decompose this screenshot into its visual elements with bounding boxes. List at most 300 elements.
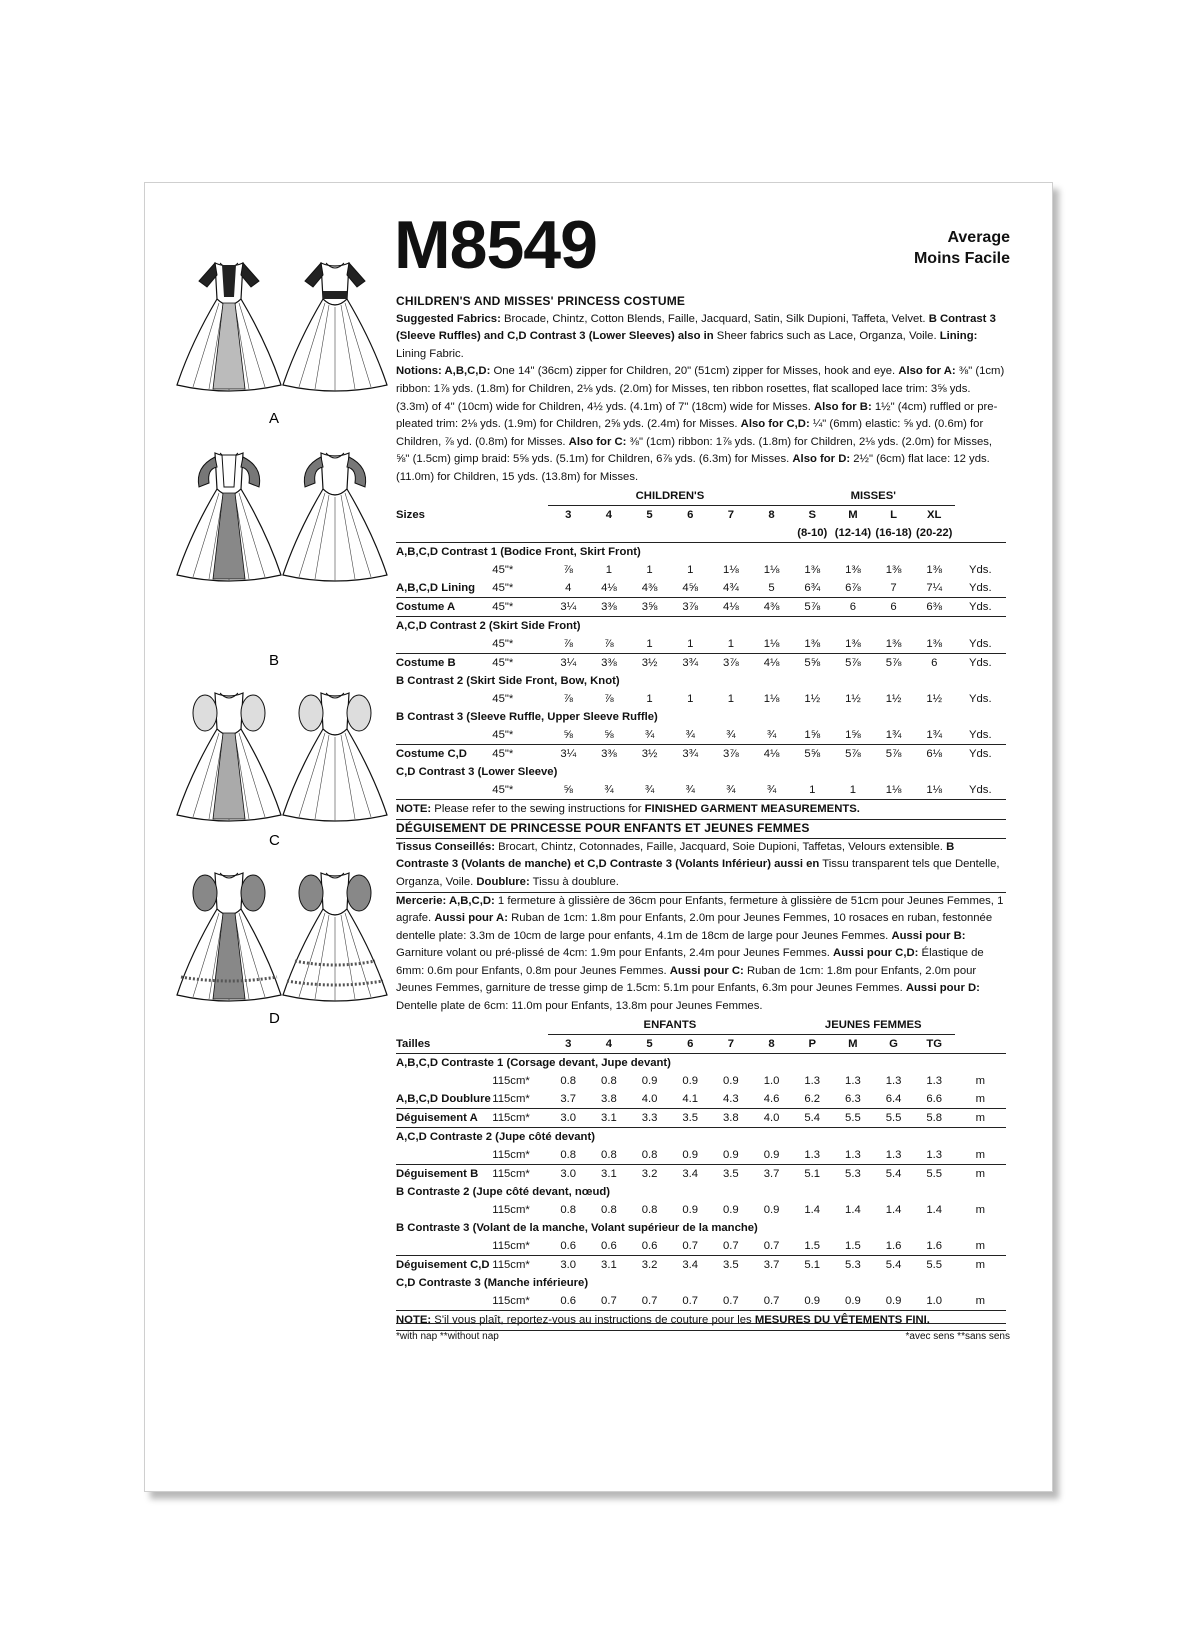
fr-notions-cd-text: Élastique de 6mm: 0.6m pour Enfants, 0.8m pour Jeunes Femmes. [396, 947, 984, 977]
yardage-value: ⅞ [563, 692, 573, 705]
yardage-value: 1.0 [763, 1074, 780, 1087]
fabric-width: 45"* [492, 726, 548, 745]
fabric-width: 115cm* [492, 1167, 530, 1180]
blank-cell [629, 524, 670, 543]
yardage-value: 4.3 [711, 1090, 752, 1109]
unit-label: Yds. [968, 656, 992, 669]
unit-label: m [975, 1203, 985, 1216]
difficulty-english: Average [947, 229, 1010, 246]
yardage-value: 1.4 [926, 1203, 943, 1216]
unit-label: m [975, 1258, 985, 1271]
yardage-value: 4 [548, 579, 589, 598]
blank-cell [711, 524, 752, 543]
note-text: Please refer to the sewing instructions for [431, 802, 645, 815]
yardage-row [396, 542, 1006, 561]
yardage-value: 1⅛ [763, 563, 780, 576]
yardage-value: 0.7 [641, 1294, 658, 1307]
fabric-width: 45"* [492, 563, 514, 576]
yardage-value: 3¼ [560, 656, 577, 669]
yardage-value: 7 [873, 579, 914, 598]
unit-label: Yds. [968, 692, 992, 705]
yardage-value: 4⅛ [589, 579, 630, 598]
yardage-value: 3¼ [560, 747, 577, 760]
yardage-value: 4.6 [751, 1090, 792, 1109]
yardage-value: 3.8 [711, 1108, 752, 1127]
yardage-value: 1.3 [845, 1074, 861, 1087]
yardage-value: 3⅝ [629, 597, 670, 616]
yardage-value: 1⅜ [873, 635, 914, 654]
fabric-width: 115cm* [492, 1146, 548, 1165]
yardage-row [396, 597, 1006, 616]
view-d-back [283, 873, 387, 1001]
fr-notions-c-label: Aussi pour C: [669, 964, 744, 977]
size-m: M [848, 508, 858, 521]
yardage-value: 4¾ [711, 579, 752, 598]
row-label: A,C,D Contraste 2 (Jupe côté devant) [396, 1130, 595, 1143]
unit-label: m [955, 1090, 1006, 1109]
blank-cell [955, 1035, 1006, 1054]
size-3: 3 [548, 1035, 589, 1054]
fabric-width: 115cm* [492, 1074, 530, 1087]
fr-fabrics-text: Brocart, Chintz, Cotonnades, Faille, Jacquard, Soie Dupioni, Taffetas, Velours extensible. [495, 840, 947, 853]
row-label: Déguisement B [396, 1167, 479, 1180]
yardage-row [396, 1219, 1006, 1237]
notions-cd-label: Also for C,D: [740, 418, 810, 431]
yardage-value: 3.7 [763, 1167, 780, 1180]
english-title: CHILDREN'S AND MISSES' PRINCESS COSTUME [396, 294, 686, 308]
yardage-table-french [396, 1016, 1006, 1310]
sizes-row [396, 506, 1006, 524]
blank-cell [492, 506, 548, 524]
notions-c-label: Also for C: [568, 435, 627, 448]
notions-d-label: Also for D: [792, 453, 851, 466]
blank-cell [492, 1016, 548, 1035]
yardage-value: 3.1 [589, 1108, 630, 1127]
yardage-value: 1½ [885, 692, 902, 705]
yardage-value: 1½ [926, 692, 943, 705]
yardage-table-english [396, 487, 1006, 799]
sizes-label: Sizes [396, 508, 425, 521]
yardage-value: 5⅞ [885, 656, 902, 669]
yardage-value: 5.3 [845, 1167, 861, 1180]
yardage-value: 4⅝ [670, 579, 711, 598]
group-misses [792, 487, 955, 506]
yardage-value: 1⅛ [926, 783, 943, 796]
blank-cell [396, 1016, 492, 1035]
yardage-value: 5⅞ [885, 747, 902, 760]
yardage-value: 1.3 [914, 1146, 955, 1165]
yardage-value: ⅞ [548, 635, 589, 654]
row-label: Costume C,D [396, 747, 467, 760]
yardage-value: 3⅜ [589, 597, 630, 616]
pattern-envelope-back [144, 182, 1053, 1492]
yardage-value: 6.2 [792, 1090, 833, 1109]
size-p: P [792, 1035, 833, 1054]
yardage-value: 5.8 [914, 1108, 955, 1127]
yardage-value: 3½ [641, 747, 658, 760]
pattern-info [396, 293, 1006, 1331]
group-misses-label: MISSES' [792, 487, 955, 506]
blank-cell [751, 524, 792, 543]
yardage-value: 1⅜ [885, 563, 902, 576]
yardage-value: 0.7 [751, 1237, 792, 1256]
fr-notions-cd-label: Aussi pour C,D: [833, 947, 919, 960]
unit-label: Yds. [955, 726, 1006, 745]
yardage-value: 0.9 [723, 1074, 739, 1087]
yardage-value: 6.4 [873, 1090, 914, 1109]
group-children [548, 1016, 792, 1035]
yardage-value: 6⅞ [833, 579, 874, 598]
yardage-value: 0.8 [601, 1074, 617, 1087]
unit-label: Yds. [955, 579, 1006, 598]
yardage-value: 1⅛ [723, 563, 739, 576]
fr-notions-label: Mercerie: A,B,C,D: [396, 894, 495, 907]
misses-range: (20-22) [914, 524, 955, 543]
yardage-row [396, 1292, 1006, 1310]
row-label [396, 781, 492, 799]
view-c-back [283, 693, 387, 821]
fabric-width: 45"* [492, 597, 548, 616]
fr-lining-text: Tissu à doublure. [529, 875, 619, 888]
yardage-value: 1½ [845, 692, 861, 705]
yardage-value: 0.9 [763, 1203, 780, 1216]
row-label: B Contrast 2 (Skirt Side Front, Bow, Knot) [396, 674, 620, 687]
fabrics-contrast-text: Sheer fabrics such as Lace, Organza, Voile. [713, 330, 940, 343]
yardage-row [396, 1274, 1006, 1292]
view-label-c: C [269, 832, 280, 849]
size-tg: TG [914, 1035, 955, 1054]
fr-note-label: NOTE: [396, 1313, 432, 1326]
fr-notions-c-text: Ruban de 1cm: 1.8m pour Enfants, 2.0m pour Jeunes Femmes, garniture de tresse gimp de 1.5cm: 5.1m pour Enfants, 6.3m pour Jeunes Femmes. [396, 964, 977, 995]
english-fabrics [396, 311, 1006, 364]
yardage-value: 5.4 [792, 1108, 833, 1127]
yardage-value: 7¼ [914, 579, 955, 598]
yardage-value: 1 [687, 563, 694, 576]
fabric-width: 45"* [492, 783, 514, 796]
yardage-row [396, 1053, 1006, 1072]
group-misses [792, 1016, 955, 1035]
yardage-value: 1 [646, 563, 653, 576]
row-label: A,B,C,D Lining [396, 579, 492, 598]
size-5: 5 [629, 1035, 670, 1054]
yardage-value: 1⅜ [845, 563, 861, 576]
yardage-value: 5⅞ [845, 656, 861, 669]
footer-nap-english: *with nap **without nap [396, 1331, 499, 1342]
group-children [548, 487, 792, 506]
lining-text: Lining Fabric. [396, 347, 464, 360]
fr-notions-b-text: Garniture volant ou pré-plissé de 4cm: 1.9m pour Enfants, 2.4m pour Jeunes Femmes. [396, 947, 834, 960]
yardage-value: 1 [727, 692, 735, 705]
fabric-width: 115cm* [492, 1258, 530, 1271]
notions-cd-text: ¼" (6mm) elastic: ⅝ yd. (0.6m) for Children, ⅞ yd. (0.8m) for Misses. [396, 418, 984, 448]
yardage-value: 5.5 [926, 1258, 943, 1271]
yardage-value: 6.6 [914, 1090, 955, 1109]
size-xl: XL [927, 508, 942, 521]
sizes-label: Tailles [396, 1035, 492, 1054]
notions-c-text: ⅜" (1cm) ribbon: 1⅞ yds. (1.8m) for Children, 2⅛ yds. (2.0m) for Misses, ⅝" (1.5cm) gimp braid: 5⅝ yds. (5.1m) for Children, 6⅞ yds. (6.3m) for Misses. [396, 435, 993, 466]
fabric-width: 45"* [492, 635, 548, 654]
yardage-value: ¾ [629, 726, 670, 745]
yardage-row [396, 726, 1006, 745]
french-note [396, 1310, 1006, 1332]
yardage-value: ⅝ [563, 783, 573, 796]
row-label: C,D Contraste 3 (Manche inférieure) [396, 1276, 589, 1289]
row-label [396, 1292, 492, 1310]
yardage-value: 1.6 [914, 1237, 955, 1256]
fr-notions-d-label: Aussi pour D: [905, 982, 980, 995]
english-notions [396, 363, 1006, 486]
yardage-value: 3.3 [629, 1108, 670, 1127]
row-label [396, 1237, 492, 1256]
yardage-value: 5.5 [926, 1167, 943, 1180]
yardage-value: 6 [931, 656, 938, 669]
row-label: Déguisement A [396, 1108, 492, 1127]
yardage-value: ¾ [670, 726, 711, 745]
row-label: B Contraste 3 (Volant de la manche, Volant supérieur de la manche) [396, 1221, 758, 1234]
yardage-value: 0.7 [723, 1294, 739, 1307]
yardage-row [396, 1127, 1006, 1146]
group-misses-label: JEUNES FEMMES [792, 1016, 955, 1035]
fabric-width: 115cm* [492, 1090, 548, 1109]
yardage-value: 4⅜ [751, 597, 792, 616]
size-7: 7 [727, 508, 735, 521]
yardage-value: 0.9 [845, 1294, 861, 1307]
yardage-value: 3⅞ [723, 656, 739, 669]
yardage-value: 0.6 [548, 1237, 589, 1256]
yardage-value: 1⅜ [804, 563, 821, 576]
size-group-row [396, 487, 1006, 506]
yardage-value: 4.0 [751, 1108, 792, 1127]
yardage-value: 1.6 [873, 1237, 914, 1256]
yardage-value: 6 [873, 597, 914, 616]
yardage-value: 4.0 [629, 1090, 670, 1109]
yardage-row [396, 763, 1006, 781]
yardage-value: 5.5 [873, 1108, 914, 1127]
unit-label: m [955, 1237, 1006, 1256]
blank-cell [492, 524, 548, 543]
yardage-row [396, 781, 1006, 799]
yardage-value: 0.8 [560, 1074, 577, 1087]
yardage-value: 1⅛ [751, 635, 792, 654]
sizes-row [396, 1035, 1006, 1054]
row-label: A,C,D Contrast 2 (Skirt Side Front) [396, 619, 581, 632]
yardage-value: 5.3 [845, 1258, 861, 1271]
yardage-value: 0.8 [589, 1146, 630, 1165]
size-s: S [808, 508, 817, 521]
yardage-row [396, 1164, 1006, 1183]
blank-cell [492, 487, 548, 506]
note-label: NOTE: [396, 802, 432, 815]
yardage-value: 1 [629, 635, 670, 654]
notions-label: Notions: A,B,C,D: [396, 365, 491, 378]
row-label: A,B,C,D Doublure [396, 1090, 492, 1109]
difficulty-label [914, 227, 1010, 269]
fabric-width: 45"* [492, 692, 514, 705]
yardage-value: ⅝ [548, 726, 589, 745]
yardage-value: ⅞ [563, 563, 573, 576]
unit-label: Yds. [968, 783, 992, 796]
yardage-value: 4⅛ [711, 597, 752, 616]
group-children-label: ENFANTS [548, 1016, 792, 1035]
notions-b-label: Also for B: [813, 400, 872, 413]
yardage-value: 0.8 [560, 1203, 577, 1216]
size-6: 6 [687, 508, 694, 521]
yardage-row [396, 1072, 1006, 1090]
yardage-value: 1.4 [885, 1203, 902, 1216]
yardage-row [396, 1146, 1006, 1165]
unit-label: Yds. [955, 597, 1006, 616]
yardage-value: 0.8 [548, 1146, 589, 1165]
misses-range: (12-14) [833, 524, 874, 543]
view-a-back [283, 263, 387, 391]
french-notions [396, 892, 1006, 1016]
difficulty-french: Moins Facile [913, 250, 1010, 267]
footer-nap-french: *avec sens **sans sens [905, 1331, 1010, 1342]
yardage-value: 0.7 [601, 1294, 617, 1307]
yardage-value: 1½ [804, 692, 821, 705]
yardage-value: 3.2 [641, 1167, 658, 1180]
yardage-value: 3.7 [548, 1090, 589, 1109]
yardage-value: 3.8 [589, 1090, 630, 1109]
fr-notions-a-label: Aussi pour A: [434, 912, 508, 925]
yardage-value: 0.6 [589, 1237, 630, 1256]
yardage-row [396, 690, 1006, 708]
unit-label: Yds. [955, 635, 1006, 654]
unit-label: Yds. [968, 747, 992, 760]
yardage-value: ¾ [685, 783, 695, 796]
yardage-value: 3.5 [670, 1108, 711, 1127]
yardage-value: 5 [751, 579, 792, 598]
yardage-value: 1⅝ [792, 726, 833, 745]
row-label: A,B,C,D Contraste 1 (Corsage devant, Jupe devant) [396, 1056, 671, 1069]
fr-fabrics-label: Tissus Conseillés: [396, 840, 495, 853]
yardage-value: ¾ [751, 726, 792, 745]
english-note [396, 799, 1006, 821]
blank-cell [955, 487, 1006, 506]
yardage-value: ⅞ [604, 692, 614, 705]
fr-note-bold: MESURES DU VÊTEMENTS FINI. [754, 1313, 930, 1326]
yardage-value: 3.4 [682, 1258, 699, 1271]
yardage-value: 3.1 [601, 1258, 617, 1271]
misses-range-row [396, 524, 1006, 543]
yardage-value: 1 [711, 635, 752, 654]
size-4: 4 [589, 1035, 630, 1054]
row-label: Costume A [396, 597, 492, 616]
yardage-row [396, 579, 1006, 598]
yardage-value: 5.5 [833, 1108, 874, 1127]
yardage-value: 0.7 [711, 1237, 752, 1256]
fr-note-text: S'il vous plaît, reportez-vous au instructions de couture pour les [431, 1313, 755, 1326]
size-g: G [873, 1035, 914, 1054]
lining-label: Lining: [939, 330, 978, 343]
yardage-row [396, 708, 1006, 726]
yardage-value: 6¾ [792, 579, 833, 598]
yardage-value: 1 [605, 563, 613, 576]
unit-label: m [975, 1074, 985, 1087]
misses-range: (16-18) [873, 524, 914, 543]
yardage-value: 5.4 [885, 1258, 902, 1271]
pattern-number: M8549 [394, 207, 597, 283]
yardage-value: 3¼ [548, 597, 589, 616]
garment-views [165, 253, 405, 1028]
row-label [396, 635, 492, 654]
yardage-row [396, 744, 1006, 763]
yardage-value: ¾ [711, 726, 752, 745]
fabric-width: 45"* [492, 747, 514, 760]
view-c-front [177, 693, 281, 821]
yardage-value: 0.9 [804, 1294, 821, 1307]
size-3: 3 [565, 508, 572, 521]
unit-label: m [955, 1108, 1006, 1127]
yardage-value: 0.9 [885, 1294, 902, 1307]
unit-label: m [975, 1167, 985, 1180]
fabric-width: 115cm* [492, 1203, 530, 1216]
view-b-back [283, 453, 387, 581]
yardage-value: 5⅞ [792, 597, 833, 616]
fr-notions-b-label: Aussi pour B: [891, 929, 966, 942]
yardage-value: 0.9 [723, 1203, 739, 1216]
yardage-value: 1⅛ [763, 692, 780, 705]
yardage-value: 1⅝ [833, 726, 874, 745]
row-label: Déguisement C,D [396, 1258, 490, 1271]
yardage-value: 3⅜ [601, 656, 617, 669]
blank-cell [670, 524, 711, 543]
yardage-value: 1¾ [914, 726, 955, 745]
yardage-row [396, 672, 1006, 690]
size-group-row [396, 1016, 1006, 1035]
yardage-value: 1 [646, 692, 653, 705]
row-label: A,B,C,D Contrast 1 (Bodice Front, Skirt Front) [396, 545, 641, 558]
blank-cell [955, 1016, 1006, 1035]
yardage-value: 1.5 [792, 1237, 833, 1256]
view-b-front [177, 453, 281, 581]
yardage-value: 1.4 [804, 1203, 821, 1216]
row-label: B Contrast 3 (Sleeve Ruffle, Upper Sleeve Ruffle) [396, 710, 658, 723]
view-label-d: D [269, 1010, 280, 1023]
row-label [396, 561, 492, 579]
yardage-value: 1.3 [873, 1146, 914, 1165]
size-4: 4 [605, 508, 613, 521]
view-label-a: A [269, 410, 280, 427]
yardage-row [396, 561, 1006, 579]
yardage-value: 3¾ [682, 747, 699, 760]
yardage-row [396, 635, 1006, 654]
fr-lining-label: Doublure: [476, 875, 530, 888]
row-label: Costume B [396, 656, 456, 669]
yardage-value: 5⅝ [804, 747, 821, 760]
fr-fabrics-contrast-text: Tissu transparent tels que Dentelle, Organza, Voile. [396, 858, 1000, 888]
yardage-value: ¾ [726, 783, 736, 796]
row-label [396, 1072, 492, 1090]
fabric-width: 45"* [492, 579, 548, 598]
yardage-value: 1⅜ [926, 563, 943, 576]
yardage-value: 4⅛ [763, 656, 780, 669]
yardage-value: 0.9 [641, 1074, 658, 1087]
yardage-value: 1⅛ [885, 783, 902, 796]
blank-cell [589, 524, 630, 543]
yardage-value: 0.8 [601, 1203, 617, 1216]
notions-b-text: 1½" (4cm) ruffled or pre-pleated trim: 2⅛ yds. (1.9m) for Children, 2⅝ yds. (2.4m) for Misses. [396, 400, 998, 431]
yardage-value: 3½ [641, 656, 658, 669]
yardage-value: 3.7 [763, 1258, 780, 1271]
yardage-value: 5.4 [885, 1167, 902, 1180]
yardage-value: 6 [833, 597, 874, 616]
unit-label: m [975, 1294, 985, 1307]
yardage-row [396, 1255, 1006, 1274]
yardage-value: 4.1 [670, 1090, 711, 1109]
yardage-value: 3.4 [682, 1167, 699, 1180]
yardage-value: ⅝ [589, 726, 630, 745]
